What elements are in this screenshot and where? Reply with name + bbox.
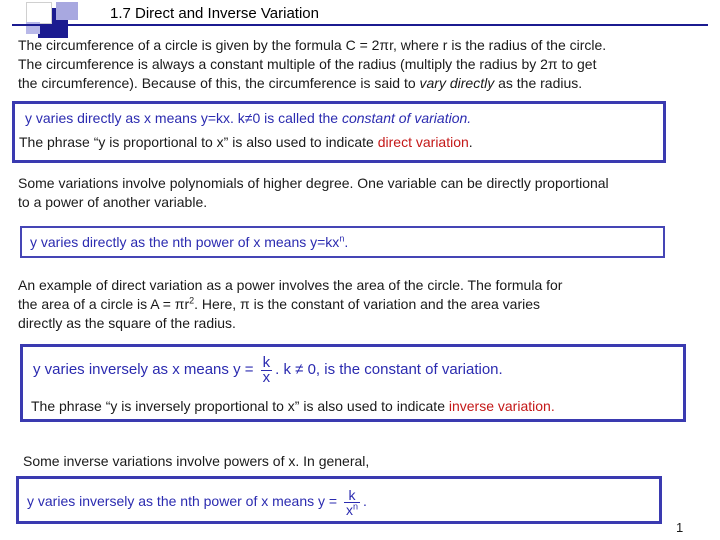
inverse-fraction <box>261 353 273 386</box>
polynomial-paragraph <box>18 174 718 212</box>
area-line-1: An example of direct variation as a power involves the area of the circle. The formula for <box>18 277 563 293</box>
inverse-definition <box>33 353 503 387</box>
inverse-fraction-numerator: k <box>262 353 271 371</box>
inverse-nth-power-box <box>16 476 662 524</box>
polynomial-line-1: Some variations involve polynomials of higher degree. One variable can be directly proportional <box>18 175 609 191</box>
direct-phrase-end: . <box>468 134 473 150</box>
inverse-variation-box <box>20 344 686 422</box>
intro-line-1: The circumference of a circle is given by the formula C = 2πr, where r is the radius of the circle. <box>18 37 607 53</box>
direct-phrase-text: The phrase “y is proportional to x” is also used to indicate <box>19 134 378 150</box>
inverse-nth-denominator-base: x <box>345 501 353 518</box>
power-definition <box>30 233 348 252</box>
inverse-nth-definition-text: y varies inversely as the nth power of x means y = <box>27 493 341 509</box>
direct-variation-term: direct variation <box>377 134 469 150</box>
intro-line-3-text: the circumference). Because of this, the circumference is said to <box>18 75 420 91</box>
inverse-nth-fraction <box>344 488 360 517</box>
inverse-fraction-denominator: x <box>262 368 271 386</box>
power-definition-text: y varies directly as the nth power of x means y=kx <box>30 234 340 250</box>
direct-variation-box <box>12 101 666 163</box>
area-line-2-end: . Here, π is the constant of variation and the area varies <box>194 296 540 312</box>
power-variation-box <box>20 226 665 258</box>
area-exponent: 2 <box>189 295 195 306</box>
direct-phrase <box>19 133 473 152</box>
intro-line-3-end: as the radius. <box>494 75 583 91</box>
inverse-variation-term: inverse variation. <box>448 398 555 414</box>
area-line-2 <box>18 295 718 314</box>
logo-square-light <box>26 2 52 24</box>
intro-line-3 <box>18 74 718 93</box>
inverse-nth-definition-end: . <box>363 493 367 509</box>
area-line-2-text: the area of a circle is A = πr <box>18 296 190 312</box>
inverse-nth-denominator <box>344 503 360 517</box>
page-number: 1 <box>676 520 684 535</box>
slide-title: 1.7 Direct and Inverse Variation <box>110 5 319 22</box>
direct-definition-text: y varies directly as x means y=kx. k≠0 is called the <box>25 110 342 126</box>
power-definition-end: . <box>344 234 349 250</box>
inverse-phrase <box>31 397 555 416</box>
general-line-1: Some inverse variations involve powers of x. In general, <box>23 453 370 469</box>
inverse-nth-denominator-exponent: n <box>352 501 358 512</box>
area-paragraph <box>18 276 718 333</box>
title-divider <box>12 24 708 26</box>
polynomial-line-2: to a power of another variable. <box>18 194 208 210</box>
inverse-phrase-text: The phrase “y is inversely proportional to x” is also used to indicate <box>31 398 449 414</box>
inverse-definition-end: . k ≠ 0, is the constant of variation. <box>275 361 503 378</box>
inverse-nth-definition <box>27 483 367 519</box>
direct-definition <box>25 109 471 128</box>
area-line-3: directly as the square of the radius. <box>18 315 236 331</box>
inverse-definition-text: y varies inversely as x means y = <box>33 361 258 378</box>
intro-paragraph <box>18 36 718 93</box>
general-paragraph <box>23 452 623 471</box>
inverse-nth-numerator: k <box>344 488 360 503</box>
logo-square-mid <box>56 2 78 20</box>
intro-emphasis: vary directly <box>419 75 495 91</box>
power-exponent: n <box>339 233 345 244</box>
constant-of-variation-term: constant of variation. <box>341 110 472 126</box>
intro-line-2: The circumference is always a constant multiple of the radius (multiply the radius by 2π to get <box>18 56 597 72</box>
slide-logo <box>26 2 82 38</box>
